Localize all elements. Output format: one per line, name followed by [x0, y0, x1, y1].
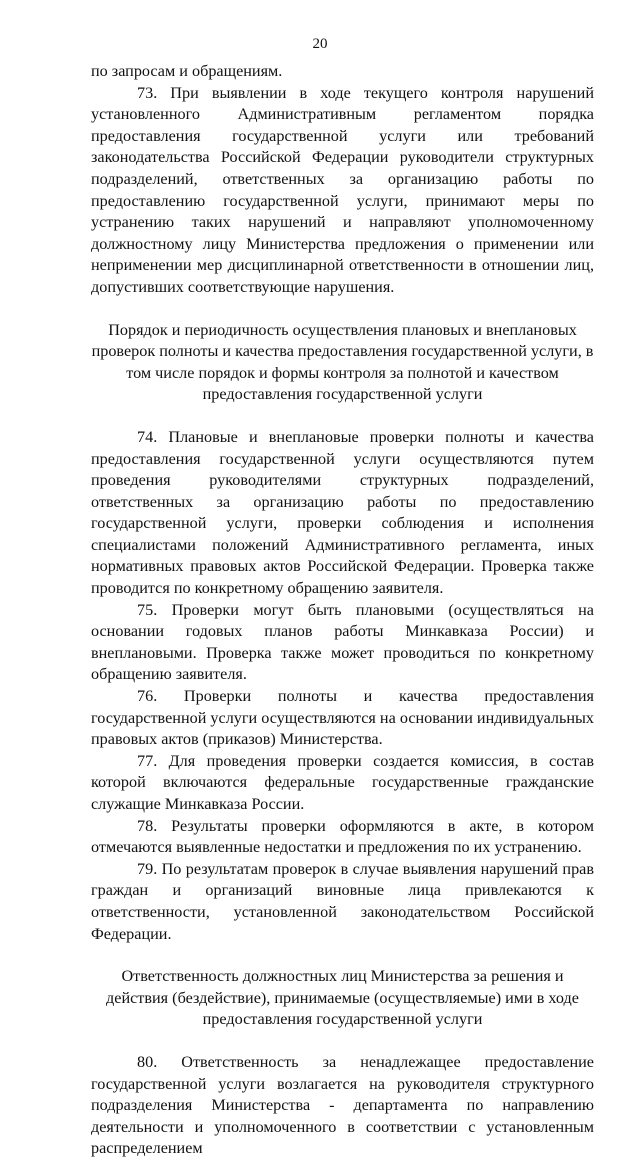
paragraph-73: 73. При выявлении в ходе текущего контроля нарушений установленного Административным регламентом порядка предоставления государственной услуги или требований законодательства Российской Федерации руководители структурных подразделений, ответственных за организацию работы по предоставлению государственной услуги, принимают меры по устранению таких нарушений и направляют уполномоченному должностному лицу Министерства предложения о применении или неприменении мер дисциплинарной ответственности в отношении лиц, допустивших соответствующие нарушения. [91, 83, 594, 296]
paragraph-75: 75. Проверки могут быть плановыми (осуществляться на основании годовых планов работы Минкавказа России) и внеплановыми. Проверка также может проводиться по конкретному обращению заявителя. [91, 600, 594, 684]
document-body [91, 61, 594, 1160]
paragraph-continuation: по запросам и обращениям. [91, 62, 283, 80]
paragraph-78: 78. Результаты проверки оформляются в акте, в котором отмечаются выявленные недостатки и предложения по их устранению. [91, 816, 594, 857]
paragraph-80: 80. Ответственность за ненадлежащее предоставление государственной услуги возлагается на руководителя структурного подразделения Министерства - департамента по направлению деятельности и уполномоченного в соответствии с установленным распределением [91, 1052, 594, 1158]
section-heading-responsibility: Ответственность должностных лиц Министерства за решения и действия (бездействие), принимаемые (осуществляемые) ими в ходе предоставления государственной услуги [106, 967, 579, 1029]
paragraph-74: 74. Плановые и внеплановые проверки полноты и качества предоставления государственной услуги осуществляются путем проведения руководителями структурных подразделений, ответственных за организацию работы по предоставлению государственной услуги, проверки соблюдения и исполнения специалистами положений Административного регламента, иных нормативных правовых актов Российской Федерации. Проверка также проводится по конкретному обращению заявителя. [91, 427, 594, 598]
paragraph-77: 77. Для проведения проверки создается комиссия, в состав которой включаются федеральные государственные гражданские служащие Минкавказа России. [91, 751, 594, 813]
section-heading-inspections: Порядок и периодичность осуществления плановых и внеплановых проверок полноты и качества предоставления государственной услуги, в том числе порядок и формы контроля за полнотой и качеством предоставления государственной услуги [91, 320, 594, 404]
page-number: 20 [312, 36, 328, 52]
paragraph-76: 76. Проверки полноты и качества предоставления государственной услуги осуществляются на основании индивидуальных правовых актов (приказов) Министерства. [91, 687, 594, 749]
paragraph-79: 79. По результатам проверок в случае выявления нарушений прав граждан и организаций виновные лица привлекаются к ответственности, установленной законодательством Российской Федерации. [91, 859, 594, 943]
